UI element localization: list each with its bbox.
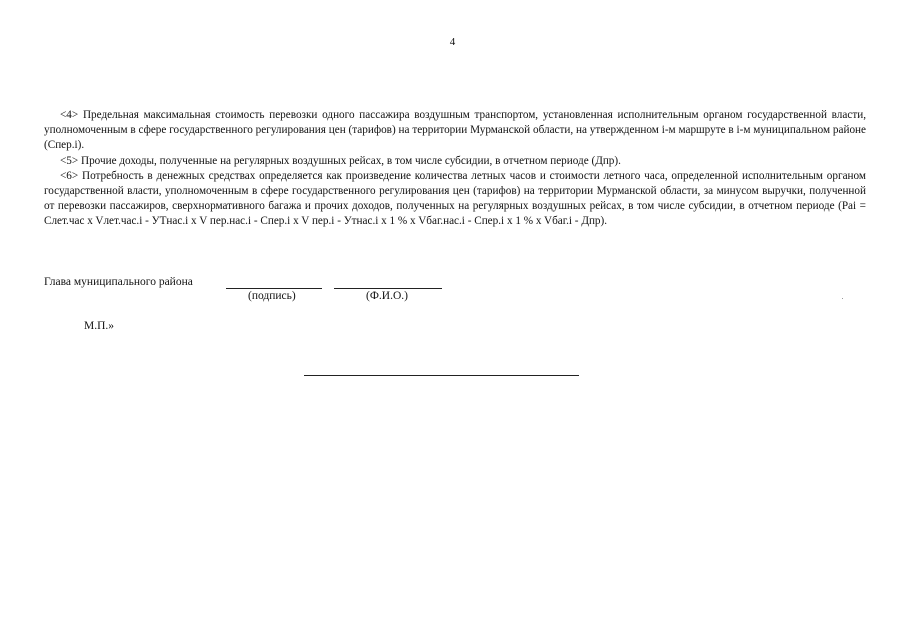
- footnotes: [44, 108, 866, 230]
- signature-label: Глава муниципального района: [44, 276, 193, 288]
- name-caption: (Ф.И.О.): [366, 290, 408, 302]
- footnote-5: <5> Прочие доходы, полученные на регулярных воздушных рейсах, в том числе субсидии, в отчетном периоде (Дпр).: [60, 154, 621, 167]
- signature-line: [226, 288, 322, 289]
- signature-caption: (подпись): [248, 290, 296, 302]
- closing-divider: [304, 375, 579, 376]
- scan-speck: [842, 298, 843, 299]
- signature-block: [44, 276, 544, 316]
- footnote-4: <4> Предельная максимальная стоимость перевозки одного пассажира воздушным транспортом, установленная исполнительным органом государственной власти, уполномоченным в сфере государственного регулирования цен (тарифов) на территории Мурманской области, на утвержденном i-м маршруте в i-м муниципальном районе (Спер.i).: [44, 109, 866, 152]
- name-line: [334, 288, 442, 289]
- page-number: 4: [449, 36, 456, 48]
- stamp-placeholder: М.П.»: [84, 320, 115, 332]
- footnote-6: <6> Потребность в денежных средствах определяется как произведение количества летных часов и стоимости летного часа, определенной исполнительным органом государственной власти, уполномоченным в сфере государственного регулирования цен (тарифов) на территории Мурманской области, за минусом выручки, полученной от перевозки пассажиров, сверхнормативного багажа и прочих доходов, полученных на регулярных воздушных рейсах, в том числе субсидии, в отчетном периоде (Pai = Cлет.час x Vлет.час.i - УТнас.i x V пер.нас.i - Cпер.i x V пер.i - Утнас.i x 1 % x Vбаг.нас.i - Cпер.i x 1 % x Vбаг.i - Дпр).: [44, 169, 866, 228]
